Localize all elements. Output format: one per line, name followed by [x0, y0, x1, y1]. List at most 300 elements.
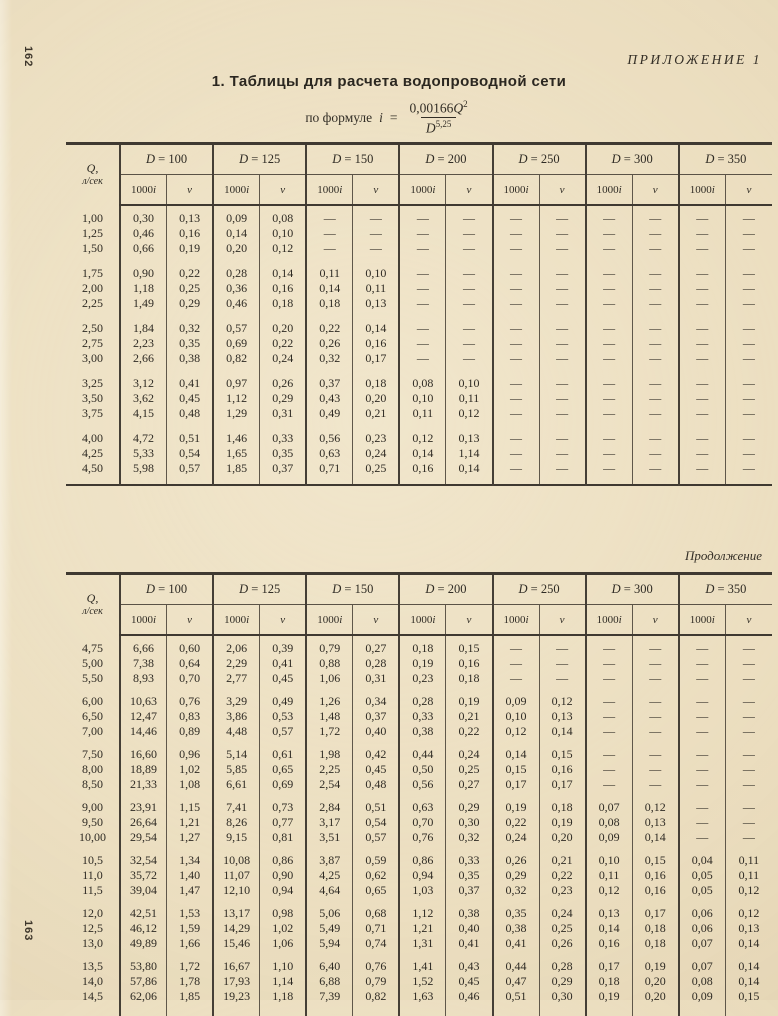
- q-value-cell: 14,0: [82, 974, 103, 988]
- table-cell: 0,07: [679, 959, 726, 974]
- table-cell: —: [399, 321, 446, 336]
- table-cell: 0,86: [399, 853, 446, 868]
- table-row: [66, 226, 772, 241]
- table-cell: —: [446, 211, 493, 226]
- table-cell: 0,49: [260, 694, 307, 709]
- table-cell: 0,21: [539, 853, 586, 868]
- table-cell: 5,98: [120, 461, 167, 476]
- table-cell: 42,51: [120, 906, 167, 921]
- table-row: [66, 747, 772, 762]
- table-cell: 0,16: [399, 461, 446, 476]
- table-cell: 12,47: [120, 709, 167, 724]
- table-cell: —: [539, 351, 586, 366]
- table-cell: 14,46: [120, 724, 167, 739]
- formula-equals-sign: =: [389, 109, 398, 125]
- table-cell: 0,45: [353, 762, 400, 777]
- table-cell: 0,15: [725, 989, 772, 1004]
- table-cell: —: [632, 694, 679, 709]
- table-cell: —: [493, 641, 540, 656]
- table-cell: 0,38: [446, 906, 493, 921]
- table-cell: 0,16: [632, 883, 679, 898]
- table-cell: —: [586, 461, 633, 476]
- table-cell: 1,21: [399, 921, 446, 936]
- table-cell: 0,48: [353, 777, 400, 792]
- table-cell: 15,46: [213, 936, 260, 951]
- pipe-table-1: [66, 142, 772, 486]
- table-cell: 0,23: [399, 671, 446, 686]
- table-cell: 1,03: [399, 883, 446, 898]
- table-cell: 0,25: [167, 281, 214, 296]
- table-cell: —: [725, 694, 772, 709]
- table-cell: —: [399, 211, 446, 226]
- formula-denominator: D$^{5,25}$: [421, 117, 457, 136]
- table-cell: 1,10: [260, 959, 307, 974]
- table-cell: 1,06: [260, 936, 307, 951]
- table-cell: —: [399, 296, 446, 311]
- table-cell: 0,13: [586, 906, 633, 921]
- table-cell: 7,39: [306, 989, 353, 1004]
- table-cell: —: [446, 296, 493, 311]
- table-cell: 4,15: [120, 406, 167, 421]
- table-cell: —: [493, 461, 540, 476]
- table-row: [66, 906, 772, 921]
- table-cell: 0,14: [632, 830, 679, 845]
- table-cell: 0,14: [725, 959, 772, 974]
- table-cell: 0,09: [493, 694, 540, 709]
- table-cell: —: [632, 336, 679, 351]
- spacer-row: [66, 311, 772, 321]
- table-cell: —: [632, 391, 679, 406]
- table-cell: 26,64: [120, 815, 167, 830]
- table-cell: —: [306, 241, 353, 256]
- q-column-header: Q, л/сек: [82, 161, 103, 188]
- table-row: [66, 868, 772, 883]
- table-row: [66, 921, 772, 936]
- table-cell: 1,08: [167, 777, 214, 792]
- diameter-column-header: D = 100: [120, 144, 213, 175]
- diameter-column-header: D = 100: [120, 574, 213, 605]
- table-cell: 0,22: [446, 724, 493, 739]
- table-cell: 0,11: [306, 266, 353, 281]
- table-cell: 0,70: [167, 671, 214, 686]
- table-cell: —: [632, 241, 679, 256]
- table-cell: —: [725, 406, 772, 421]
- subheader-1000i: 1000i: [679, 605, 726, 636]
- table-cell: —: [493, 336, 540, 351]
- table-cell: —: [679, 391, 726, 406]
- table-cell: —: [679, 296, 726, 311]
- table-cell: 0,12: [539, 694, 586, 709]
- spacer-row: [66, 898, 772, 906]
- table-cell: —: [586, 431, 633, 446]
- table-cell: 7,41: [213, 800, 260, 815]
- table-cell: —: [539, 376, 586, 391]
- table-cell: 0,08: [679, 974, 726, 989]
- table-cell: —: [539, 266, 586, 281]
- table-row: [66, 694, 772, 709]
- table-cell: 1,15: [167, 800, 214, 815]
- table-cell: 0,32: [446, 830, 493, 845]
- table-cell: —: [586, 226, 633, 241]
- table-cell: 0,42: [353, 747, 400, 762]
- diameter-column-header: D = 150: [306, 574, 399, 605]
- table-cell: 0,28: [539, 959, 586, 974]
- table-cell: 0,37: [260, 461, 307, 476]
- table-cell: 0,33: [446, 853, 493, 868]
- table-row: [66, 936, 772, 951]
- q-value-cell: 9,50: [82, 815, 103, 829]
- table-cell: —: [399, 351, 446, 366]
- table-cell: 13,17: [213, 906, 260, 921]
- table-cell: 0,37: [353, 709, 400, 724]
- table-cell: —: [725, 830, 772, 845]
- table-cell: —: [493, 281, 540, 296]
- table-cell: —: [493, 376, 540, 391]
- subheader-v: v: [632, 605, 679, 636]
- table-cell: 1,85: [167, 989, 214, 1004]
- table-row: [66, 815, 772, 830]
- q-value-cell: 5,00: [82, 656, 103, 670]
- q-value-cell: 3,00: [82, 351, 103, 365]
- table-cell: 0,38: [399, 724, 446, 739]
- table-cell: —: [586, 241, 633, 256]
- table-cell: 0,21: [353, 406, 400, 421]
- table-cell: 1,06: [306, 671, 353, 686]
- table-cell: —: [679, 266, 726, 281]
- table-cell: 0,19: [399, 656, 446, 671]
- table-row: [66, 211, 772, 226]
- table-cell: 2,54: [306, 777, 353, 792]
- table-row: [66, 351, 772, 366]
- table-cell: 0,16: [632, 868, 679, 883]
- table-cell: —: [586, 296, 633, 311]
- table-cell: 0,37: [306, 376, 353, 391]
- table-cell: 1,31: [399, 936, 446, 951]
- table-row: [66, 641, 772, 656]
- table-cell: 0,13: [632, 815, 679, 830]
- table-cell: 0,38: [167, 351, 214, 366]
- table-cell: —: [632, 747, 679, 762]
- table-cell: 0,53: [260, 709, 307, 724]
- table-cell: 0,14: [399, 446, 446, 461]
- table-cell: —: [725, 641, 772, 656]
- q-value-cell: 6,50: [82, 709, 103, 723]
- table-row: [66, 391, 772, 406]
- table-cell: 0,34: [353, 694, 400, 709]
- table-cell: —: [725, 800, 772, 815]
- table-cell: 0,35: [260, 446, 307, 461]
- table-cell: 0,24: [260, 351, 307, 366]
- table-cell: 1,48: [306, 709, 353, 724]
- table-cell: —: [586, 724, 633, 739]
- table-cell: 0,48: [167, 406, 214, 421]
- table-cell: 0,05: [679, 883, 726, 898]
- table-row: [66, 376, 772, 391]
- table-cell: 0,23: [539, 883, 586, 898]
- table-cell: 0,46: [446, 989, 493, 1004]
- subheader-v: v: [539, 175, 586, 206]
- table-cell: —: [679, 446, 726, 461]
- table-cell: 46,12: [120, 921, 167, 936]
- table-cell: —: [725, 336, 772, 351]
- table-cell: —: [632, 709, 679, 724]
- table-cell: 0,54: [353, 815, 400, 830]
- table-cell: 0,51: [167, 431, 214, 446]
- q-value-cell: 4,75: [82, 641, 103, 655]
- formula: [0, 99, 778, 136]
- table-cell: —: [539, 391, 586, 406]
- table-cell: 10,08: [213, 853, 260, 868]
- table-cell: 0,18: [539, 800, 586, 815]
- table-cell: 0,71: [306, 461, 353, 476]
- table-cell: —: [632, 762, 679, 777]
- page-title: 1. Таблицы для расчета водопроводной сети: [211, 73, 567, 90]
- q-value-cell: 11,0: [82, 868, 103, 882]
- table-cell: 0,47: [493, 974, 540, 989]
- table-cell: —: [679, 351, 726, 366]
- table-cell: 0,19: [493, 800, 540, 815]
- table-cell: 0,12: [725, 906, 772, 921]
- table-cell: —: [632, 671, 679, 686]
- table-cell: 0,32: [493, 883, 540, 898]
- table-cell: 0,06: [679, 921, 726, 936]
- table-cell: —: [679, 461, 726, 476]
- table-cell: 0,46: [120, 226, 167, 241]
- table-cell: 1,49: [120, 296, 167, 311]
- table-cell: 0,26: [539, 936, 586, 951]
- table-cell: 0,08: [586, 815, 633, 830]
- table-cell: 3,17: [306, 815, 353, 830]
- table-cell: 0,23: [353, 431, 400, 446]
- q-value-cell: 12,5: [82, 921, 103, 935]
- table-cell: —: [586, 211, 633, 226]
- table-cell: —: [539, 226, 586, 241]
- spacer-row: [66, 951, 772, 959]
- table-cell: 0,10: [586, 853, 633, 868]
- table-cell: 0,38: [493, 921, 540, 936]
- table-cell: 0,50: [399, 762, 446, 777]
- table-cell: —: [679, 241, 726, 256]
- table-cell: 0,90: [260, 868, 307, 883]
- table-row: [66, 709, 772, 724]
- table-cell: —: [725, 656, 772, 671]
- table-cell: 5,49: [306, 921, 353, 936]
- table-cell: —: [632, 281, 679, 296]
- subheader-v: v: [353, 605, 400, 636]
- table-cell: 0,29: [167, 296, 214, 311]
- q-value-cell: 2,00: [82, 281, 103, 295]
- q-value-cell: 2,25: [82, 296, 103, 310]
- table-cell: 0,14: [539, 724, 586, 739]
- table-cell: 0,19: [539, 815, 586, 830]
- table-cell: 39,04: [120, 883, 167, 898]
- table-cell: —: [539, 321, 586, 336]
- subheader-1000i: 1000i: [120, 175, 167, 206]
- table-cell: —: [725, 376, 772, 391]
- table-cell: 0,17: [353, 351, 400, 366]
- table-cell: —: [586, 321, 633, 336]
- table-cell: 0,62: [353, 868, 400, 883]
- table-cell: 0,11: [399, 406, 446, 421]
- table-cell: 6,88: [306, 974, 353, 989]
- q-value-cell: 13,0: [82, 936, 103, 950]
- table-cell: —: [586, 709, 633, 724]
- table-cell: —: [586, 391, 633, 406]
- pipe-table-2: [66, 572, 772, 1016]
- table-cell: 0,45: [446, 974, 493, 989]
- table-cell: —: [539, 241, 586, 256]
- table-cell: 0,22: [493, 815, 540, 830]
- subheader-1000i: 1000i: [493, 175, 540, 206]
- table-cell: 0,90: [120, 266, 167, 281]
- table-cell: 12,10: [213, 883, 260, 898]
- table-cell: —: [586, 266, 633, 281]
- table-cell: 5,33: [120, 446, 167, 461]
- table-row: [66, 656, 772, 671]
- table-cell: 0,74: [353, 936, 400, 951]
- table-cell: 0,82: [353, 989, 400, 1004]
- table-cell: 0,49: [306, 406, 353, 421]
- table-cell: —: [446, 281, 493, 296]
- table-cell: 0,30: [539, 989, 586, 1004]
- table-cell: —: [586, 336, 633, 351]
- table-cell: 0,11: [586, 868, 633, 883]
- q-value-cell: 5,50: [82, 671, 103, 685]
- q-value-cell: 10,5: [82, 853, 103, 867]
- q-value-cell: 13,5: [82, 959, 103, 973]
- table-cell: —: [679, 211, 726, 226]
- table-cell: 0,57: [353, 830, 400, 845]
- table-cell: 0,11: [725, 868, 772, 883]
- spacer-row: [66, 256, 772, 266]
- table-cell: 0,10: [260, 226, 307, 241]
- table-cell: 1,21: [167, 815, 214, 830]
- table-cell: 0,76: [399, 830, 446, 845]
- table-row: [66, 830, 772, 845]
- q-value-cell: 10,00: [79, 830, 106, 844]
- table-cell: 0,76: [167, 694, 214, 709]
- table-cell: 0,22: [539, 868, 586, 883]
- table-cell: 0,18: [260, 296, 307, 311]
- table-cell: 0,04: [679, 853, 726, 868]
- table-cell: —: [586, 641, 633, 656]
- table-cell: —: [679, 336, 726, 351]
- table-cell: 0,19: [586, 989, 633, 1004]
- table-cell: —: [725, 431, 772, 446]
- table-cell: 5,14: [213, 747, 260, 762]
- table-cell: 2,23: [120, 336, 167, 351]
- table-cell: 0,71: [353, 921, 400, 936]
- table-cell: 0,57: [213, 321, 260, 336]
- table-cell: —: [586, 376, 633, 391]
- table-cell: —: [446, 266, 493, 281]
- table-cell: —: [725, 281, 772, 296]
- table-cell: 0,65: [260, 762, 307, 777]
- table-cell: 0,20: [632, 974, 679, 989]
- subheader-v: v: [632, 175, 679, 206]
- table-cell: 0,14: [493, 747, 540, 762]
- table-cell: 0,20: [539, 830, 586, 845]
- table-cell: 0,13: [446, 431, 493, 446]
- q-value-cell: 7,00: [82, 724, 103, 738]
- table-cell: 1,63: [399, 989, 446, 1004]
- table-row: [66, 461, 772, 476]
- table-cell: 9,15: [213, 830, 260, 845]
- table-cell: 0,76: [353, 959, 400, 974]
- table-row: [66, 321, 772, 336]
- table-cell: 35,72: [120, 868, 167, 883]
- table-cell: 0,43: [306, 391, 353, 406]
- table-row: [66, 446, 772, 461]
- table-cell: —: [493, 391, 540, 406]
- table-cell: —: [399, 226, 446, 241]
- table-cell: 62,06: [120, 989, 167, 1004]
- table-cell: 1,14: [260, 974, 307, 989]
- table-cell: 0,46: [213, 296, 260, 311]
- table-cell: 0,94: [399, 868, 446, 883]
- subheader-1000i: 1000i: [306, 175, 353, 206]
- table-row: [66, 241, 772, 256]
- subheader-v: v: [446, 175, 493, 206]
- table-cell: —: [586, 406, 633, 421]
- table-cell: 10,63: [120, 694, 167, 709]
- subheader-1000i: 1000i: [399, 175, 446, 206]
- table-cell: 0,20: [260, 321, 307, 336]
- table-cell: —: [679, 281, 726, 296]
- table-cell: 0,35: [493, 906, 540, 921]
- table-cell: 1,40: [167, 868, 214, 883]
- table-cell: 0,40: [353, 724, 400, 739]
- table-cell: —: [586, 671, 633, 686]
- table-cell: —: [539, 656, 586, 671]
- page-number-bottom: 163: [22, 920, 34, 942]
- table-cell: 0,14: [586, 921, 633, 936]
- table-cell: —: [493, 266, 540, 281]
- table-cell: 0,63: [399, 800, 446, 815]
- subheader-1000i: 1000i: [120, 605, 167, 636]
- table-cell: —: [679, 321, 726, 336]
- table-cell: 0,07: [586, 800, 633, 815]
- table-cell: —: [586, 656, 633, 671]
- table-cell: 0,10: [353, 266, 400, 281]
- table-cell: 0,44: [399, 747, 446, 762]
- table-cell: —: [539, 281, 586, 296]
- table-cell: 0,31: [353, 671, 400, 686]
- table-cell: —: [632, 724, 679, 739]
- table-cell: 0,86: [260, 853, 307, 868]
- table-cell: —: [679, 709, 726, 724]
- q-value-cell: 4,00: [82, 431, 103, 445]
- table-cell: 0,51: [493, 989, 540, 1004]
- table-cell: 0,69: [260, 777, 307, 792]
- table-cell: 0,89: [167, 724, 214, 739]
- q-value-cell: 11,5: [82, 883, 103, 897]
- table-cell: 0,27: [446, 777, 493, 792]
- table-row: [66, 777, 772, 792]
- table-cell: 7,38: [120, 656, 167, 671]
- table-cell: 0,45: [260, 671, 307, 686]
- table-cell: 0,73: [260, 800, 307, 815]
- table-cell: 0,41: [260, 656, 307, 671]
- table-cell: 0,29: [539, 974, 586, 989]
- table-cell: —: [306, 211, 353, 226]
- q-value-cell: 9,00: [82, 800, 103, 814]
- table-cell: 0,18: [353, 376, 400, 391]
- table-cell: —: [446, 241, 493, 256]
- table-cell: 0,31: [260, 406, 307, 421]
- table-cell: 1,98: [306, 747, 353, 762]
- table-cell: —: [679, 431, 726, 446]
